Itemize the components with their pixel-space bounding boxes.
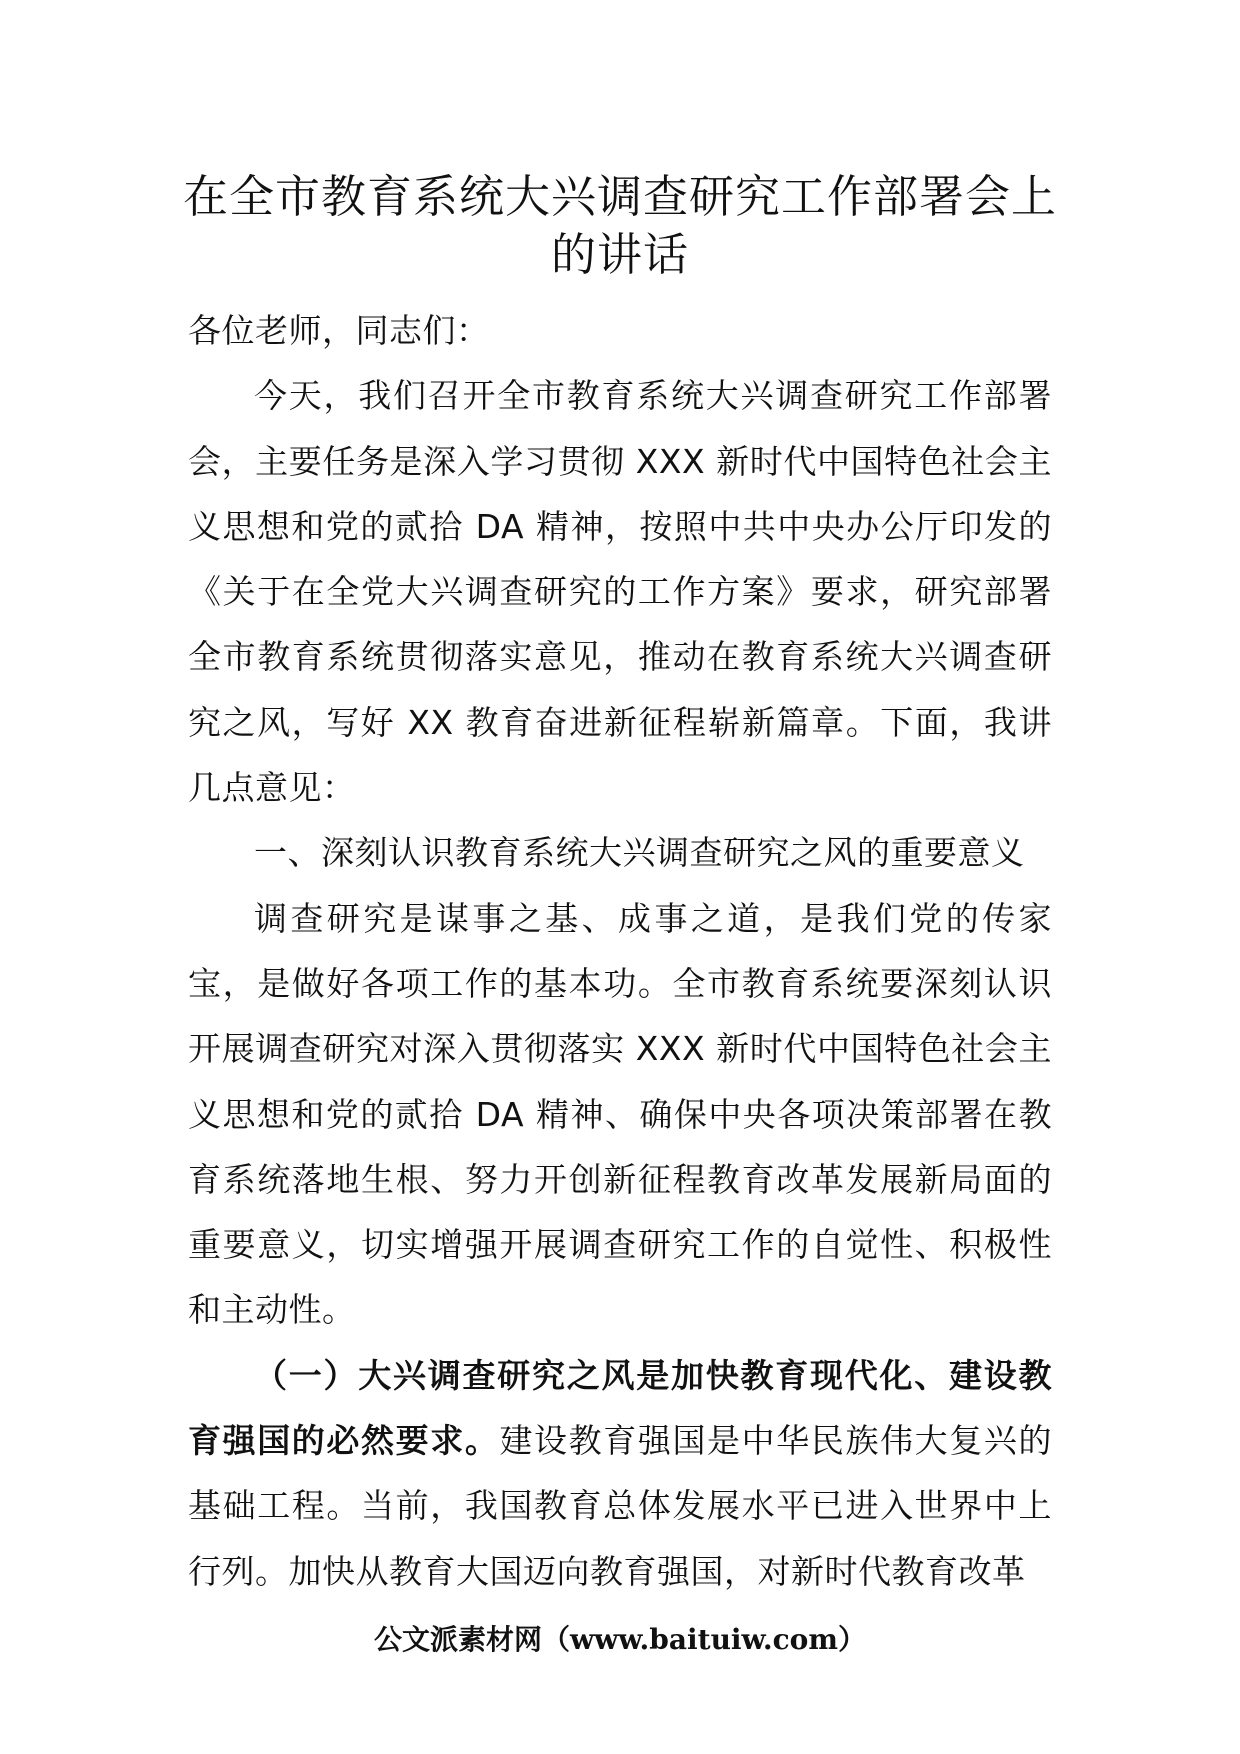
intro-paragraph: 今天，我们召开全市教育系统大兴调查研究工作部署会，主要任务是深入学习贯彻 XXX 新时代中国特色社会主义思想和党的贰拾 DA 精神，按照中共中央办公厅印发的《关于在全党大兴调查研究的工作方案》要求，研究部署全市教育系统贯彻落实意见，推动在教育系统大兴调查研究之风，写好 XX 教育奋进新征程崭新篇章。下面，我讲几点意见： [188, 376, 1052, 808]
salutation: 各位老师，同志们： [188, 311, 490, 350]
document-body [188, 298, 1052, 1604]
subsection-paragraph [188, 1343, 1052, 1604]
footer-source: 公文派素材网（www.baituiw.com） [374, 1623, 866, 1656]
section-heading: 一、深刻认识教育系统大兴调查研究之风的重要意义 [254, 833, 1025, 873]
document-title: 在全市教育系统大兴调查研究工作部署会上的讲话 [182, 170, 1057, 281]
subsection-text: 建设教育强国是中华民族伟大复兴的基础工程。当前，我国教育总体发展水平已进入世界中上行列。加快从教育大国迈向教育强国，对新时代教育改革 [188, 1421, 1053, 1591]
subsection-heading: （一）大兴调查研究之风是加快教育现代化、建设教育强国的必然要求。 [188, 1355, 1052, 1461]
section-paragraph: 调查研究是谋事之基、成事之道，是我们党的传家宝，是做好各项工作的基本功。全市教育系统要深刻认识开展调查研究对深入贯彻落实 XXX 新时代中国特色社会主义思想和党的贰拾 DA 精神、确保中央各项决策部署在教育系统落地生根、努力开创新征程教育改革发展新局面的重要意义，切实增强开展调查研究工作的自觉性、积极性和主动性。 [188, 898, 1052, 1330]
